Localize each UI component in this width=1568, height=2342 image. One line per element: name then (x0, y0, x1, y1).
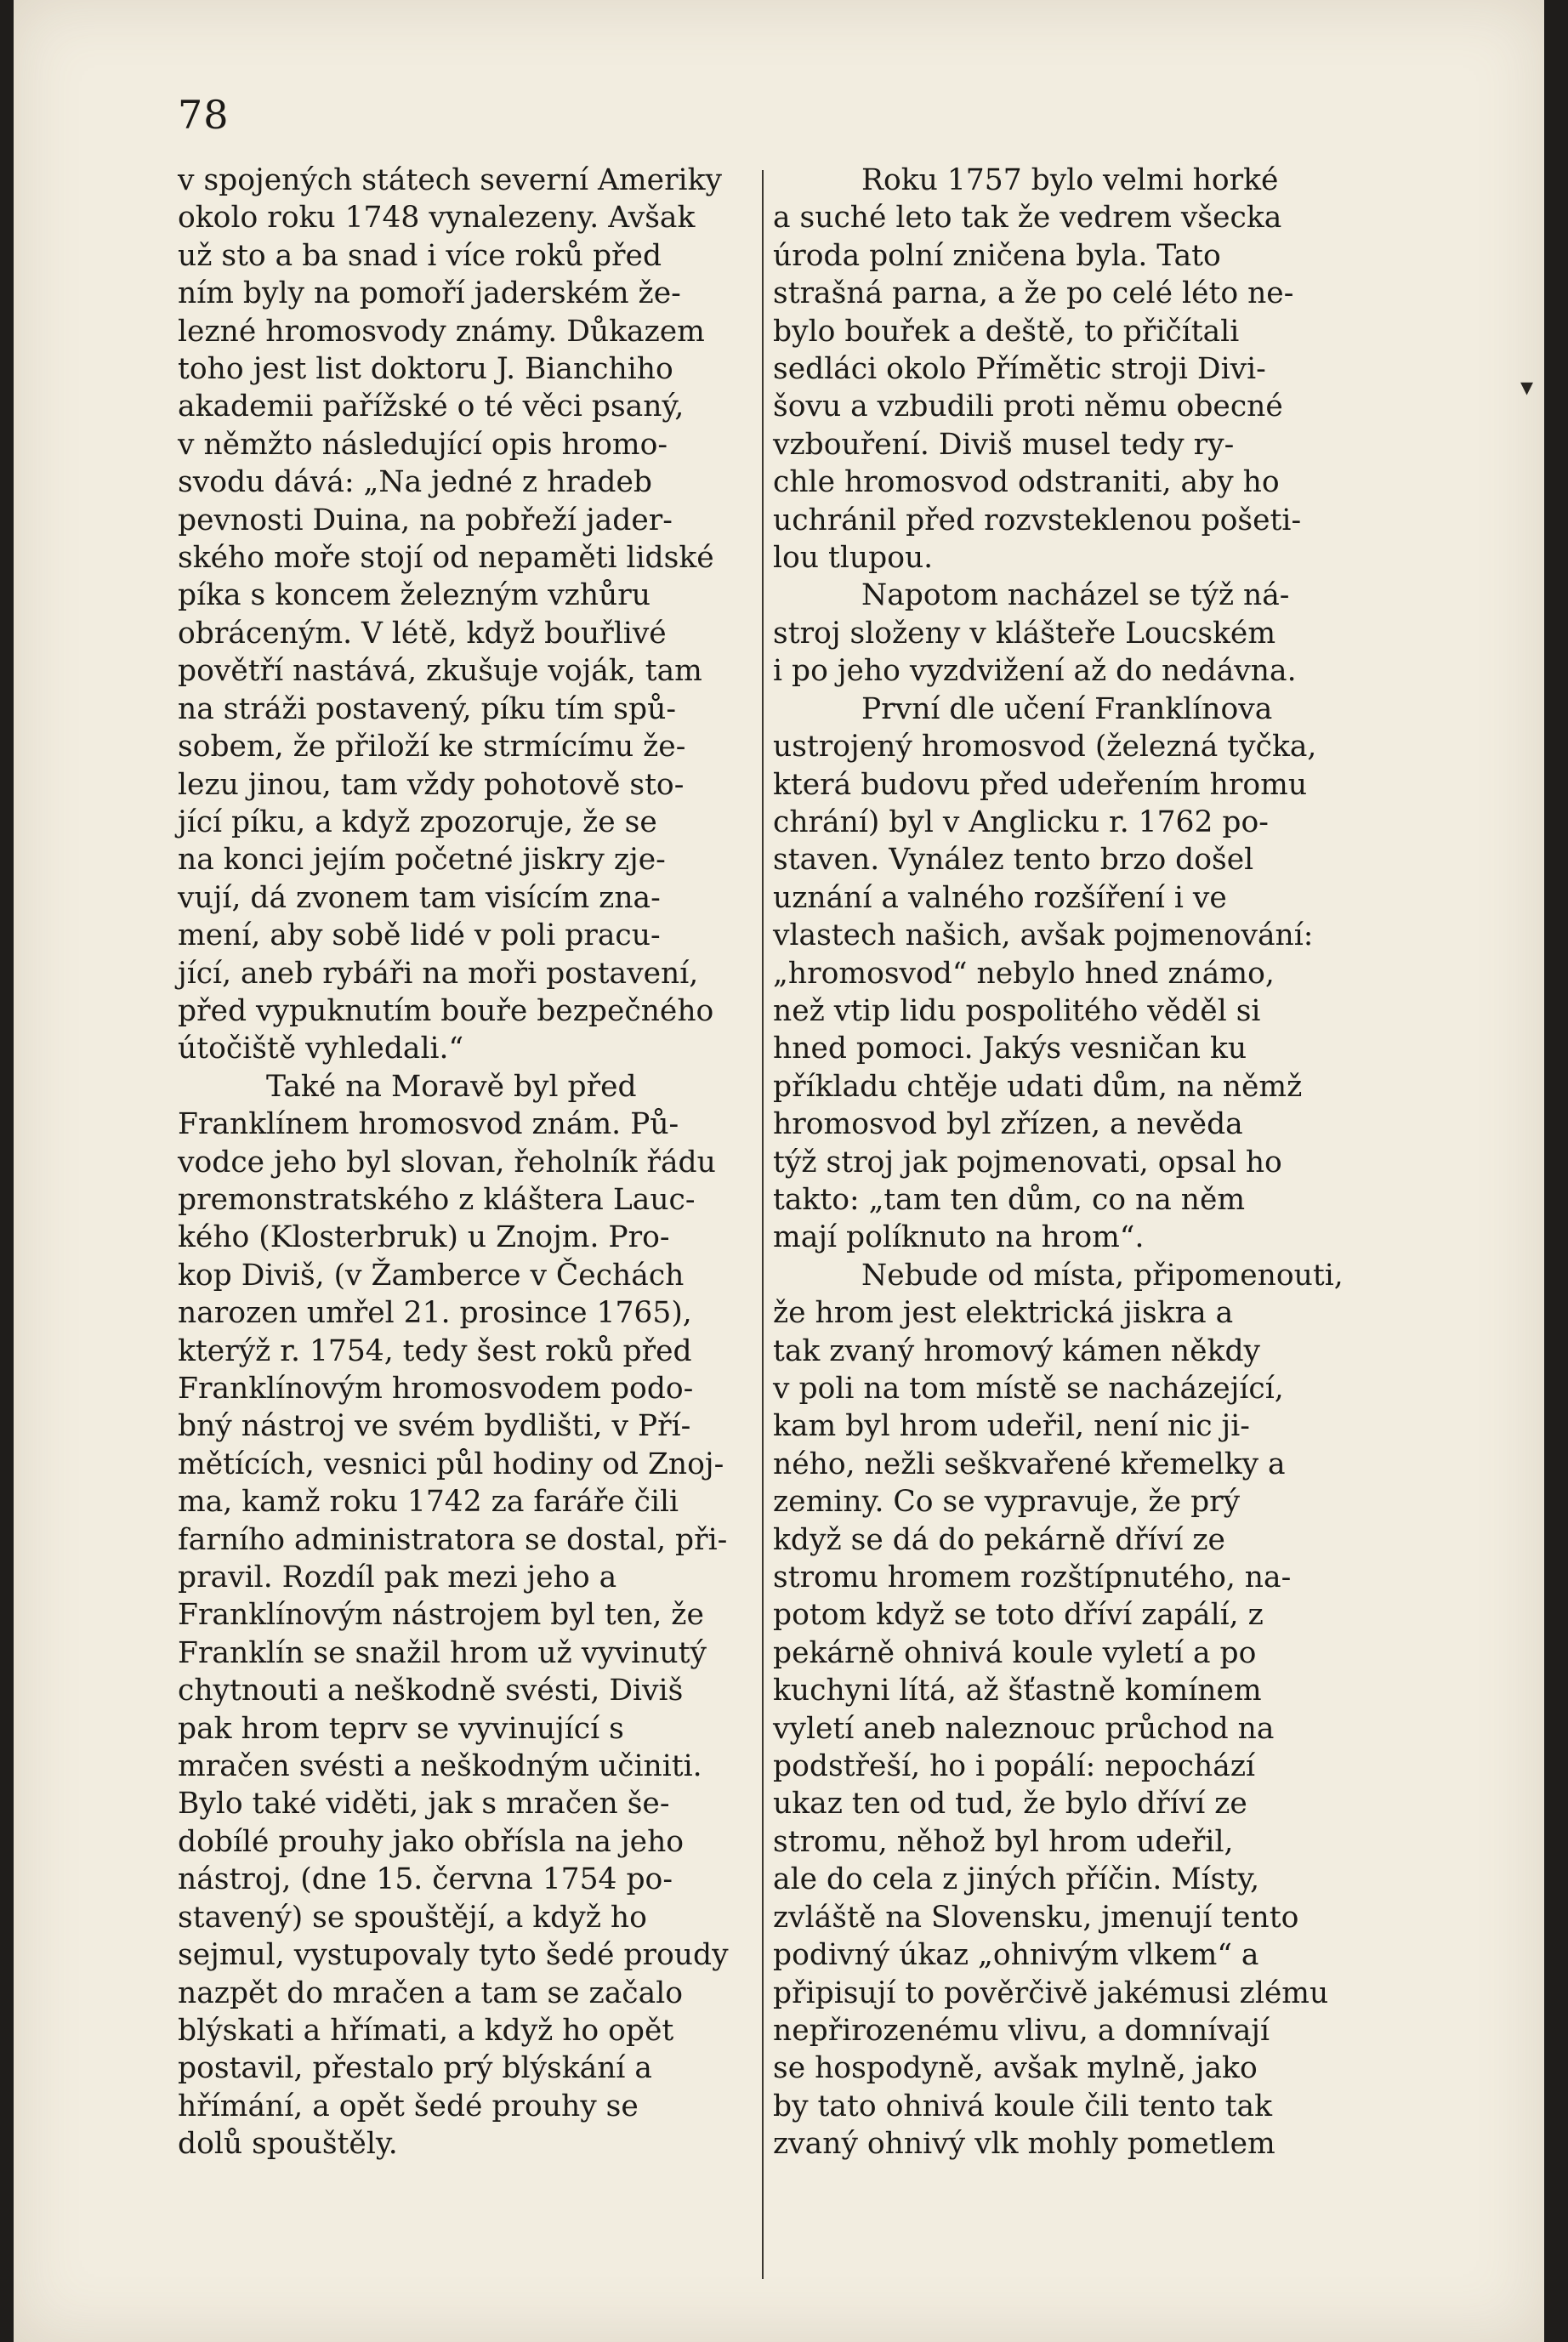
page-number: 78 (178, 92, 230, 138)
right-text-column (773, 162, 1360, 2163)
right-paragraph-4: Nebude od místa, připomenouti, že hrom jest elektrická jiskra a tak zvaný hromový kámen někdy v poli na tom místě se nacházející, kam byl hrom udeřil, není nic ji- ného, nežli seškvařené křemelky a zeminy. Co se vypravuje, že prý když se dá do pekárně dříví ze stromu hromem rozštípnutého, na- potom když se toto dříví zapálí, z pekárně ohnivá koule vyletí a po kuchyni lítá, až šťastně komínem vyletí aneb naleznouc průchod na podstřeší, ho i popálí: nepochází ukaz ten od tud, že bylo dříví ze stromu, něhož byl hrom udeřil, ale do cela z jiných příčin. Místy, zvláště na Slovensku, jmenují tento podivný úkaz „ohnivým vlkem“ a připisují to pověrčivě jakémusi zlému nepřirozenému vlivu, a domnívají se hospodyně, avšak mylně, jako by tato ohnivá koule čili tento tak zvaný ohnivý vlk mohly pometlem (773, 1258, 1344, 2162)
left-text-column (178, 162, 756, 2163)
column-divider (762, 170, 764, 2279)
book-page (14, 0, 1544, 2342)
margin-mark-icon: ▾ (1520, 372, 1534, 402)
right-paragraph-1: Roku 1757 bylo velmi horké a suché leto tak že vedrem všecka úroda polní zničena byla. Tato strašná parna, a že po celé léto ne- bylo bouřek a deště, to přičítali sedláci okolo Přímětic stroji Divi- šovu a vzbudili proti němu obecné vzbouření. Diviš musel tedy ry- chle hromosvod odstraniti, aby ho uchránil před rozvsteklenou pošeti- lou tlupou. (773, 163, 1302, 576)
right-paragraph-3: První dle učení Franklínova ustrojený hromosvod (železná tyčka, která budovu před udeřením hromu chrání) byl v Anglicku r. 1762 po- staven. Vynález tento brzo došel uznání a valného rozšíření i ve vlastech našich, avšak pojmenování: „hromosvod“ nebylo hned známo, než vtip lidu pospolitého věděl si hned pomoci. Jakýs vesničan ku příkladu chtěje udati dům, na němž hromosvod byl zřízen, a nevěda týž stroj jak pojmenovati, opsal ho takto: „tam ten dům, co na něm mají políknuto na hrom“. (773, 691, 1317, 1255)
left-paragraph-2: Také na Moravě byl před Franklínem hromosvod znám. Pů- vodce jeho byl slovan, řeholník řádu premonstratského z kláštera Lauc- kého (Klosterbruk) u Znojm. Pro- kop Diviš, (v Žamberce v Čechách narozen umřel 21. prosince 1765), kterýž r. 1754, tedy šest roků před Franklínovým hromosvodem podo- bný nástroj ve svém bydlišti, v Pří- mětících, vesnici půl hodiny od Znoj- ma, kamž roku 1742 za faráře čili farního administratora se dostal, při- pravil. Rozdíl pak mezi jeho a Franklínovým nástrojem byl ten, že Franklín se snažil hrom už vyvinutý chytnouti a neškodně svésti, Diviš pak hrom teprv se vyvinující s mračen svésti a neškodným učiniti. Bylo také viděti, jak s mračen še- dobílé prouhy jako obřísla na jeho nástroj, (dne 15. června 1754 po- stavený) se spouštějí, a když ho sejmul, vystupovaly tyto šedé proudy nazpět do mračen a tam se začalo blýskati a hřímati, a když ho opět postavil, přestalo prý blýskání a hřímání, a opět šedé prouhy se dolů spouštěly. (178, 1069, 729, 2162)
left-paragraph-1: v spojených státech severní Ameriky okolo roku 1748 vynalezeny. Avšak už sto a ba snad i více roků před ním byly na pomoří jaderském že- lezné hromosvody známy. Důkazem toho jest list doktoru J. Bianchiho akademii pařížské o té věci psaný, v němžto následující opis hromo- svodu dává: „Na jedné z hradeb pevnosti Duina, na pobřeží jader- ského moře stojí od nepaměti lidské píka s koncem železným vzhůru obráceným. V létě, když bouřlivé povětří nastává, zkušuje voják, tam na stráži postavený, píku tím spů- sobem, že přiloží ke strmícímu že- lezu jinou, tam vždy pohotově sto- jící píku, a když zpozoruje, že se na konci jejím početné jiskry zje- vují, dá zvonem tam visícím zna- mení, aby sobě lidé v poli pracu- jící, aneb rybáři na moři postavení, před vypuknutím bouře bezpečného útočiště vyhledali.“ (178, 163, 722, 1066)
right-paragraph-2: Napotom nacházel se týž ná- stroj složeny v klášteře Loucském i po jeho vyzdvižení až do nedávna. (773, 578, 1297, 689)
